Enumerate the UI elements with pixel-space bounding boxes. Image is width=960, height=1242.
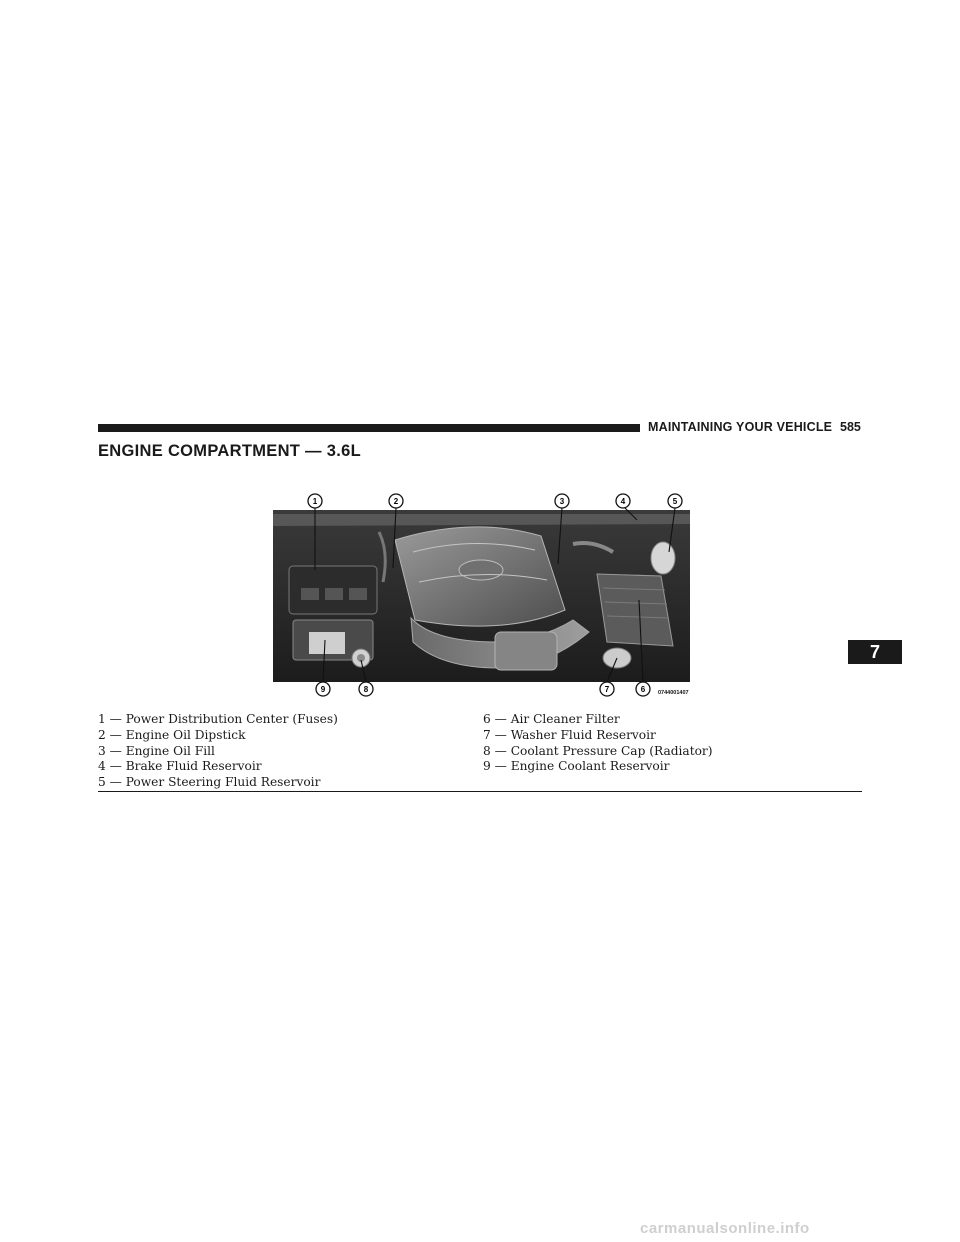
section-name: MAINTAINING YOUR VEHICLE bbox=[648, 420, 833, 434]
caption-item: 8 — Coolant Pressure Cap (Radiator) bbox=[483, 743, 713, 758]
caption-item: 5 — Power Steering Fluid Reservoir bbox=[98, 775, 321, 790]
bottom-rule bbox=[98, 791, 862, 792]
callout-5 bbox=[668, 494, 682, 508]
callout-9-label: 9 bbox=[320, 685, 326, 694]
caption-item: 3 — Engine Oil Fill bbox=[98, 743, 215, 758]
image-code: 0744001407 bbox=[658, 690, 689, 696]
engine-photo bbox=[273, 510, 690, 682]
caption-item: 9 — Engine Coolant Reservoir bbox=[483, 759, 670, 774]
callout-7 bbox=[600, 682, 614, 696]
callout-3-label: 3 bbox=[559, 497, 565, 506]
callout-3 bbox=[555, 494, 569, 508]
page-number: 585 bbox=[840, 420, 861, 434]
callout-8 bbox=[359, 682, 373, 696]
callout-9 bbox=[316, 682, 330, 696]
caption-item: 7 — Washer Fluid Reservoir bbox=[483, 727, 656, 742]
callout-4 bbox=[616, 494, 630, 508]
watermark: carmanualsonline.info bbox=[640, 1220, 810, 1237]
caption-item: 1 — Power Distribution Center (Fuses) bbox=[98, 712, 338, 726]
captions-right-column bbox=[483, 712, 713, 775]
callout-1 bbox=[308, 494, 322, 508]
header-rule bbox=[98, 424, 640, 432]
chapter-tab: 7 bbox=[848, 640, 902, 664]
callout-8-label: 8 bbox=[363, 685, 369, 694]
callout-1-label: 1 bbox=[312, 497, 318, 506]
caption-item: 6 — Air Cleaner Filter bbox=[483, 712, 620, 726]
callout-7-label: 7 bbox=[604, 685, 610, 694]
callout-4-label: 4 bbox=[620, 497, 626, 506]
callout-6-label: 6 bbox=[640, 685, 646, 694]
callout-2-label: 2 bbox=[393, 497, 399, 506]
caption-item: 2 — Engine Oil Dipstick bbox=[98, 727, 246, 742]
callout-5-label: 5 bbox=[672, 497, 678, 506]
callout-6 bbox=[636, 682, 650, 696]
page-title: ENGINE COMPARTMENT — 3.6L bbox=[98, 442, 361, 460]
callout-2 bbox=[389, 494, 403, 508]
engine-compartment-figure bbox=[273, 492, 690, 704]
captions-left-column bbox=[98, 712, 338, 791]
caption-item: 4 — Brake Fluid Reservoir bbox=[98, 759, 262, 774]
